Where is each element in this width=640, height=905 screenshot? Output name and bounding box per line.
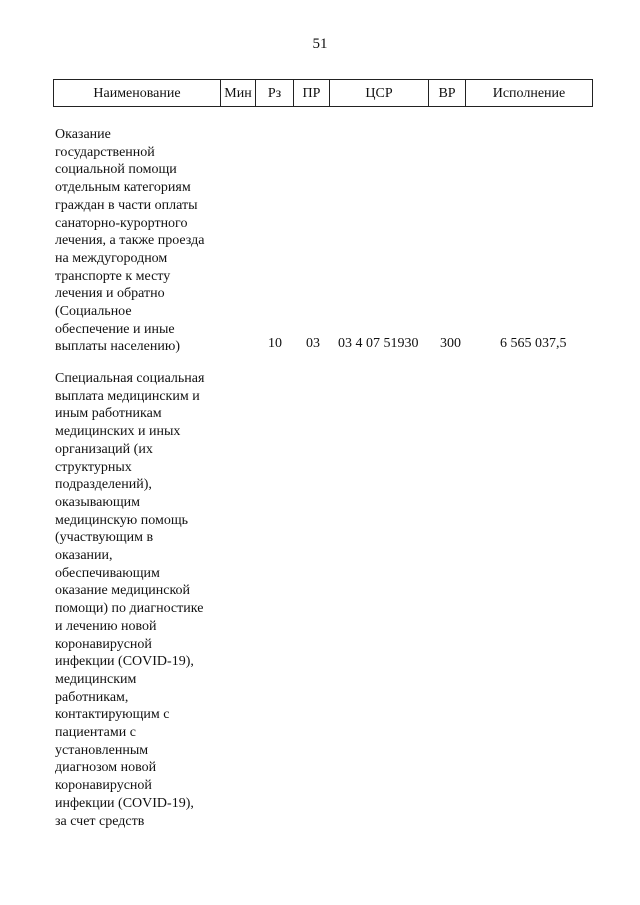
row-pr: 03 [306,336,320,351]
header-ispolnenie: Исполнение [492,86,566,101]
header-pr: ПР [294,80,330,106]
row-name: Специальная социальная выплата медицинским и иным работникам медицинских и иных организаций (их структурных подразделений), оказывающим медицинскую помощь (участвующим в оказании, обеспечивающим оказание медицинской помощи) по диагностике и лечению новой коронавирусной инфекции (COVID-19), медицинским работникам, контактирующим с пациентами с установленным диагнозом новой коронавирусной инфекции (COVID-19), за счет средств [55,371,205,829]
table-row [0,126,640,356]
header-csr: ЦСР [330,80,429,106]
header-vr: ВР [429,80,466,106]
header-name: Наименование [54,80,221,106]
row-csr: 03 4 07 51930 [338,336,419,351]
table-header [53,79,593,107]
row-rz: 10 [268,336,282,351]
row-name: Оказание государственной социальной помощи отдельным категориям граждан в части оплаты санаторно-курортного лечения, а также проезда на междугородном транспорте к месту лечения и обратно (Социальное обеспечение и иные выплаты населению) [55,127,205,355]
header-min: Мин [221,80,256,106]
page-number: 51 [312,36,328,52]
header-rz: Рз [256,80,294,106]
row-ispolnenie: 6 565 037,5 [500,336,567,351]
row-vr: 300 [440,336,461,351]
table-row [0,370,640,840]
